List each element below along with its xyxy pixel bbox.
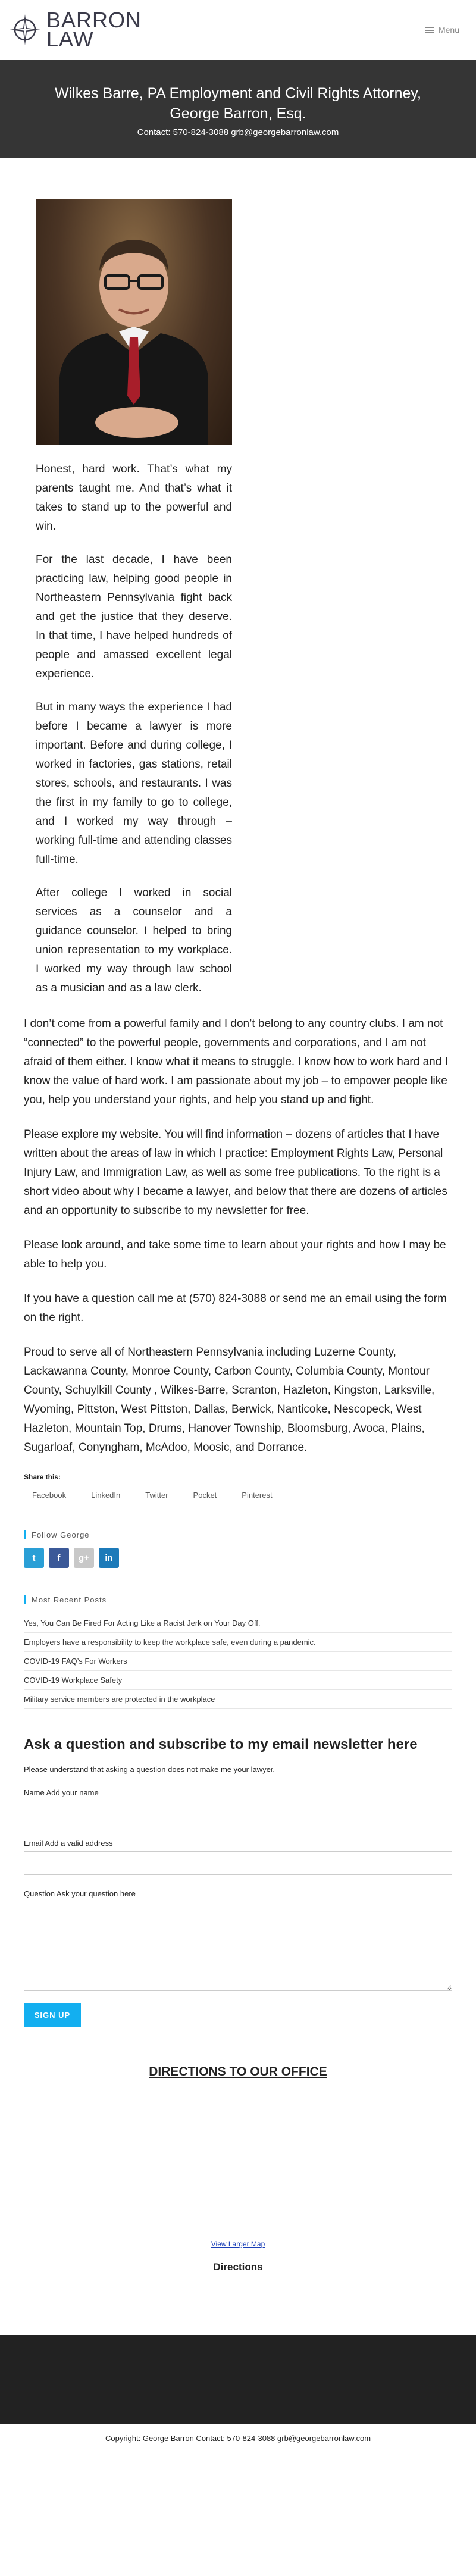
- question-label: Question Ask your question here: [24, 1889, 136, 1898]
- name-label: Name Add your name: [24, 1788, 99, 1797]
- logo[interactable]: [8, 8, 142, 51]
- newsletter-form: [24, 1736, 452, 2027]
- bio-paragraph-3: But in many ways the experience I had before I became a lawyer is more important. Before and during college, I worked in factories, gas stations, retail stores, schools, and restaurants. I was the first in my family to go to college, and I worked my way through – working full-time and attending classes full-time.: [36, 701, 232, 866]
- logo-line-1: BARRON: [46, 8, 142, 32]
- facebook-icon[interactable]: f: [49, 1548, 69, 1568]
- share-pocket-button[interactable]: Pocket: [193, 1491, 217, 1500]
- share-title: Share this:: [24, 1473, 61, 1481]
- share-facebook-button[interactable]: Facebook: [32, 1491, 67, 1500]
- bio-paragraph-2: For the last decade, I have been practicing law, helping good people in Northeastern Pennsylvania fight back and get the justice that they deserve. In that time, I have helped hundreds of people and amassed excellent legal experience.: [36, 553, 232, 680]
- copyright-bar: Copyright: George Barron Contact: 570-824-3088 grb@georgebarronlaw.com: [0, 2424, 476, 2452]
- share-twitter-button[interactable]: Twitter: [145, 1491, 168, 1500]
- footer-widgets: [0, 2335, 476, 2424]
- bio-paragraph-1: Honest, hard work. That’s what my parents taught me. And that’s what it takes to stand up to the powerful and win.: [36, 463, 232, 533]
- intro-paragraph-2: Please explore my website. You will find information – dozens of articles that I have written about the areas of law in which I practice: Employment Rights Law, Personal Injury Law, and Immigration Law, as well as some free publications. To the right is a short video about why I became a lawyer, and below that there are dozens of articles and an opportunity to subscribe to my newsletter for free.: [24, 1128, 447, 1217]
- recent-post-link[interactable]: COVID-19 Workplace Safety: [24, 1671, 452, 1690]
- google-plus-icon[interactable]: g+: [74, 1548, 94, 1568]
- map-embed[interactable]: [24, 2079, 452, 2240]
- follow-title: Follow George: [24, 1530, 452, 1539]
- logo-text: [46, 8, 142, 51]
- bio-paragraph-4: After college I worked in social services as a counselor and a guidance counselor. I helped to bring union representation to my workplace. I worked my way through law school as a musician and as a law clerk.: [36, 887, 232, 994]
- share-section: [24, 1473, 452, 1503]
- main-content: [0, 158, 476, 2273]
- page-hero: [0, 60, 476, 158]
- form-title: Ask a question and subscribe to my email newsletter here: [24, 1736, 418, 1752]
- menu-label: Menu: [438, 25, 459, 35]
- sign-up-button[interactable]: SIGN UP: [24, 2003, 81, 2027]
- directions-heading: DIRECTIONS TO OUR OFFICE: [149, 2065, 327, 2079]
- directions-subheading: Directions: [213, 2261, 263, 2273]
- recent-posts-title: Most Recent Posts: [24, 1595, 452, 1604]
- site-header: [0, 0, 476, 60]
- bio-column: [36, 199, 244, 998]
- email-label: Email Add a valid address: [24, 1839, 113, 1848]
- attorney-portrait: [36, 199, 232, 445]
- compass-star-icon: [8, 13, 42, 46]
- recent-post-link[interactable]: COVID-19 FAQ’s For Workers: [24, 1652, 452, 1671]
- intro-text: [24, 1015, 452, 1457]
- recent-post-link[interactable]: Military service members are protected in the workplace: [24, 1690, 452, 1709]
- name-field[interactable]: [24, 1801, 452, 1824]
- hero-contact: Contact: 570-824-3088 grb@georgebarronlaw.com: [137, 127, 339, 137]
- email-field[interactable]: [24, 1851, 452, 1875]
- logo-line-2: LAW: [46, 27, 94, 51]
- view-larger-map-link[interactable]: View Larger Map: [211, 2240, 265, 2248]
- intro-paragraph-1: I don’t come from a powerful family and I don’t belong to any country clubs. I am not “connected” to the powerful people, governments and corporations, and I am not afraid of them either. I know what it means to struggle. I know how to work hard and I know the value of hard work. I am passionate about my job – to empower people like you, help you understand your rights, and help you stand up and fight.: [24, 1018, 448, 1106]
- page-title: Wilkes Barre, PA Employment and Civil Rights Attorney, George Barron, Esq.: [55, 85, 421, 122]
- share-linkedin-button[interactable]: LinkedIn: [91, 1491, 121, 1500]
- question-field[interactable]: [24, 1902, 452, 1991]
- intro-paragraph-4: If you have a question call me at (570) 824-3088 or send me an email using the form on the right.: [24, 1292, 447, 1324]
- twitter-icon[interactable]: t: [24, 1548, 44, 1568]
- intro-paragraph-3: Please look around, and take some time to learn about your rights and how I may be able to help you.: [24, 1239, 446, 1270]
- intro-paragraph-5: Proud to serve all of Northeastern Pennsylvania including Luzerne County, Lackawanna County, Monroe County, Carbon County, Columbia County, Montour County, Schuylkill County , Wilkes-Barre, Scranton, Hazleton, Kingston, Larksville, Wyoming, Pittston, West Pittston, Dallas, Berwick, Nanticoke, Nescopeck, West Hazleton, Mountain Top, Drums, Hanover Township, Bloomsburg, Avoca, Plains, Sugarloaf, Conyngham, McAdoo, Moosic, and Dorrance.: [24, 1346, 435, 1454]
- share-pinterest-button[interactable]: Pinterest: [242, 1491, 273, 1500]
- menu-button[interactable]: [425, 25, 459, 35]
- recent-post-link[interactable]: Yes, You Can Be Fired For Acting Like a Racist Jerk on Your Day Off.: [24, 1614, 452, 1633]
- hamburger-icon: [425, 27, 434, 33]
- follow-icons: [24, 1548, 452, 1568]
- share-links: [24, 1487, 452, 1503]
- recent-posts-list: [24, 1614, 452, 1709]
- linkedin-icon[interactable]: in: [99, 1548, 119, 1568]
- recent-post-link[interactable]: Employers have a responsibility to keep the workplace safe, even during a pandemic.: [24, 1633, 452, 1652]
- form-disclaimer: Please understand that asking a question does not make me your lawyer.: [24, 1765, 275, 1774]
